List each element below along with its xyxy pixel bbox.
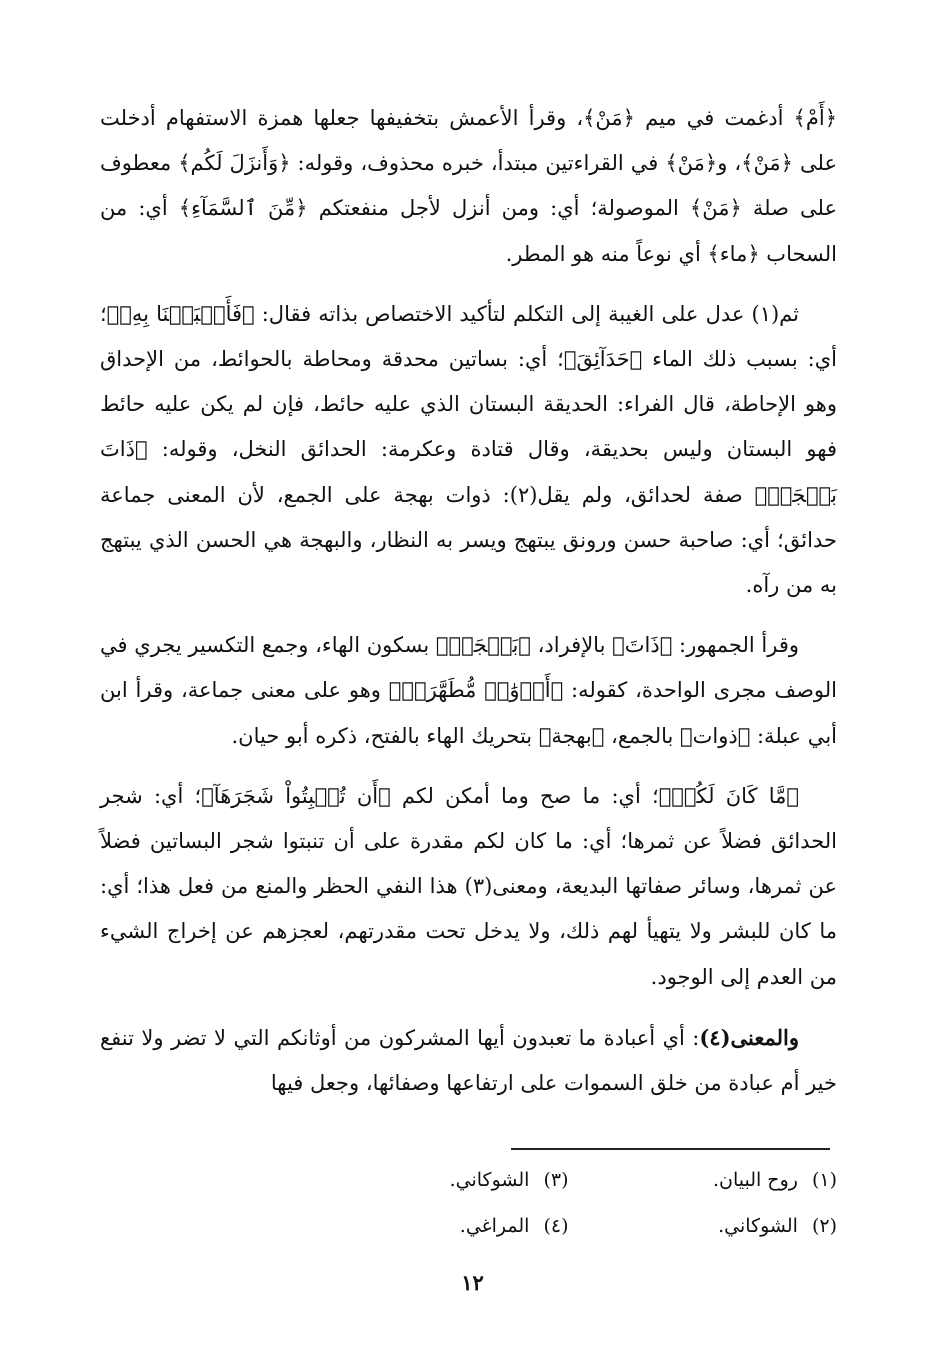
main-text [100, 96, 837, 1121]
footnote-text: الشوكاني. [449, 1169, 530, 1191]
footnotes [300, 1162, 837, 1244]
page-number: ١٢ [461, 1270, 484, 1295]
footnote-number: (٤) [543, 1215, 569, 1237]
footnote-text: الشوكاني. [718, 1215, 798, 1237]
paragraph-4: ﴿مَّا كَانَ لَكُمۡ﴾؛ أي: ما صح وما أمكن لكم ﴿أَن تُنۢبِتُواْ شَجَرَهَآ﴾؛ أي: شجر الحدائق فضلاً عن ثمرها؛ أي: ما كان لكم مقدرة على أن تنبتوا شجر البساتين فضلاً عن ثمرها، وسائر صفاتها البديعة، ومعنى(٣) هذا النفي الحظر والمنع من فعل هذا؛ أي: ما كان للبشر ولا يتهيأ لهم ذلك، ولا يدخل تحت مقدرتهم، لعجزهم عن إخراج الشيء من العدم إلى الوجود. [100, 783, 837, 989]
footnote-number: (١) [811, 1169, 837, 1191]
footnote-number: (٢) [811, 1215, 837, 1237]
paragraph-5-text: : أي أعبادة ما تعبدون أيها المشركون من أوثانكم التي لا تضر ولا تنفع خير أم عبادة من خلق السموات على ارتفاعها وصفائها، وجعل فيها [100, 1025, 837, 1096]
paragraph-2: ثم(١) عدل على الغيبة إلى التكلم لتأكيد الاختصاص بذاته فقال: ﴿فَأَنۢبَتۡنَا بِهِۦ﴾؛ أي: بسبب ذلك الماء ﴿حَدَآئِقَ﴾؛ أي: بساتين محدقة ومحاطة بالحوائط، من الإحداق وهو الإحاطة، قال الفراء: الحديقة البستان الذي عليه حائط، فإن لم يكن عليه حائط فهو البستان وليس بحديقة، وقال قتادة وعكرمة: الحدائق النخل، وقوله: ﴿ذَاتَ بَهۡجَةٖ﴾ صفة لحدائق، ولم يقل(٢): ذوات بهجة على الجمع، لأن المعنى جماعة حدائق؛ أي: صاحبة حسن ورونق يبتهج ويسر به النظار، والبهجة هي الحسن الذي يبتهج به من رآه. [100, 301, 837, 598]
paragraph-5 [100, 1015, 837, 1106]
footnote-text: روح البيان. [712, 1169, 798, 1191]
footnote-text: المراغي. [459, 1215, 530, 1237]
footnote-3 [300, 1162, 569, 1198]
paragraph-3: وقرأ الجمهور: ﴿ذَاتَ﴾ بالإفراد، ﴿بَهۡجَةٖ﴾ بسكون الهاء، وجمع التكسير يجري في الوصف مجرى الواحدة، كقوله: ﴿أَزۡوَٰجٞ مُّطَهَّرَةٞ﴾ وهو على معنى جماعة، وقرأ ابن أبي عبلة: ﴿ذوات﴾ بالجمع، ﴿بهجة﴾ بتحريك الهاء بالفتح، ذكره أبو حيان. [100, 633, 837, 748]
footnote-1 [569, 1162, 838, 1198]
footnote-4 [300, 1208, 569, 1244]
footnote-2 [569, 1208, 838, 1244]
footnote-number: (٣) [543, 1169, 569, 1191]
footnote-separator [511, 1148, 830, 1150]
paragraph-1: ﴿أَمْ﴾ أدغمت في ميم ﴿مَنْ﴾، وقرأ الأعمش بتخفيفها جعلها همزة الاستفهام أدخلت على ﴿مَنْ﴾، و﴿مَنْ﴾ في القراءتين مبتدأ، خبره محذوف، وقوله: ﴿وَأَنزَلَ لَكُم﴾ معطوف على صلة ﴿مَنْ﴾ الموصولة؛ أي: ومن أنزل لأجل منفعتكم ﴿مِّنَ ٱلسَّمَآءِ﴾ أي: من السحاب ﴿ماء﴾ أي نوعاً منه هو المطر. [100, 106, 837, 266]
paragraph-5-lead: والمعنى(٤) [699, 1024, 799, 1050]
